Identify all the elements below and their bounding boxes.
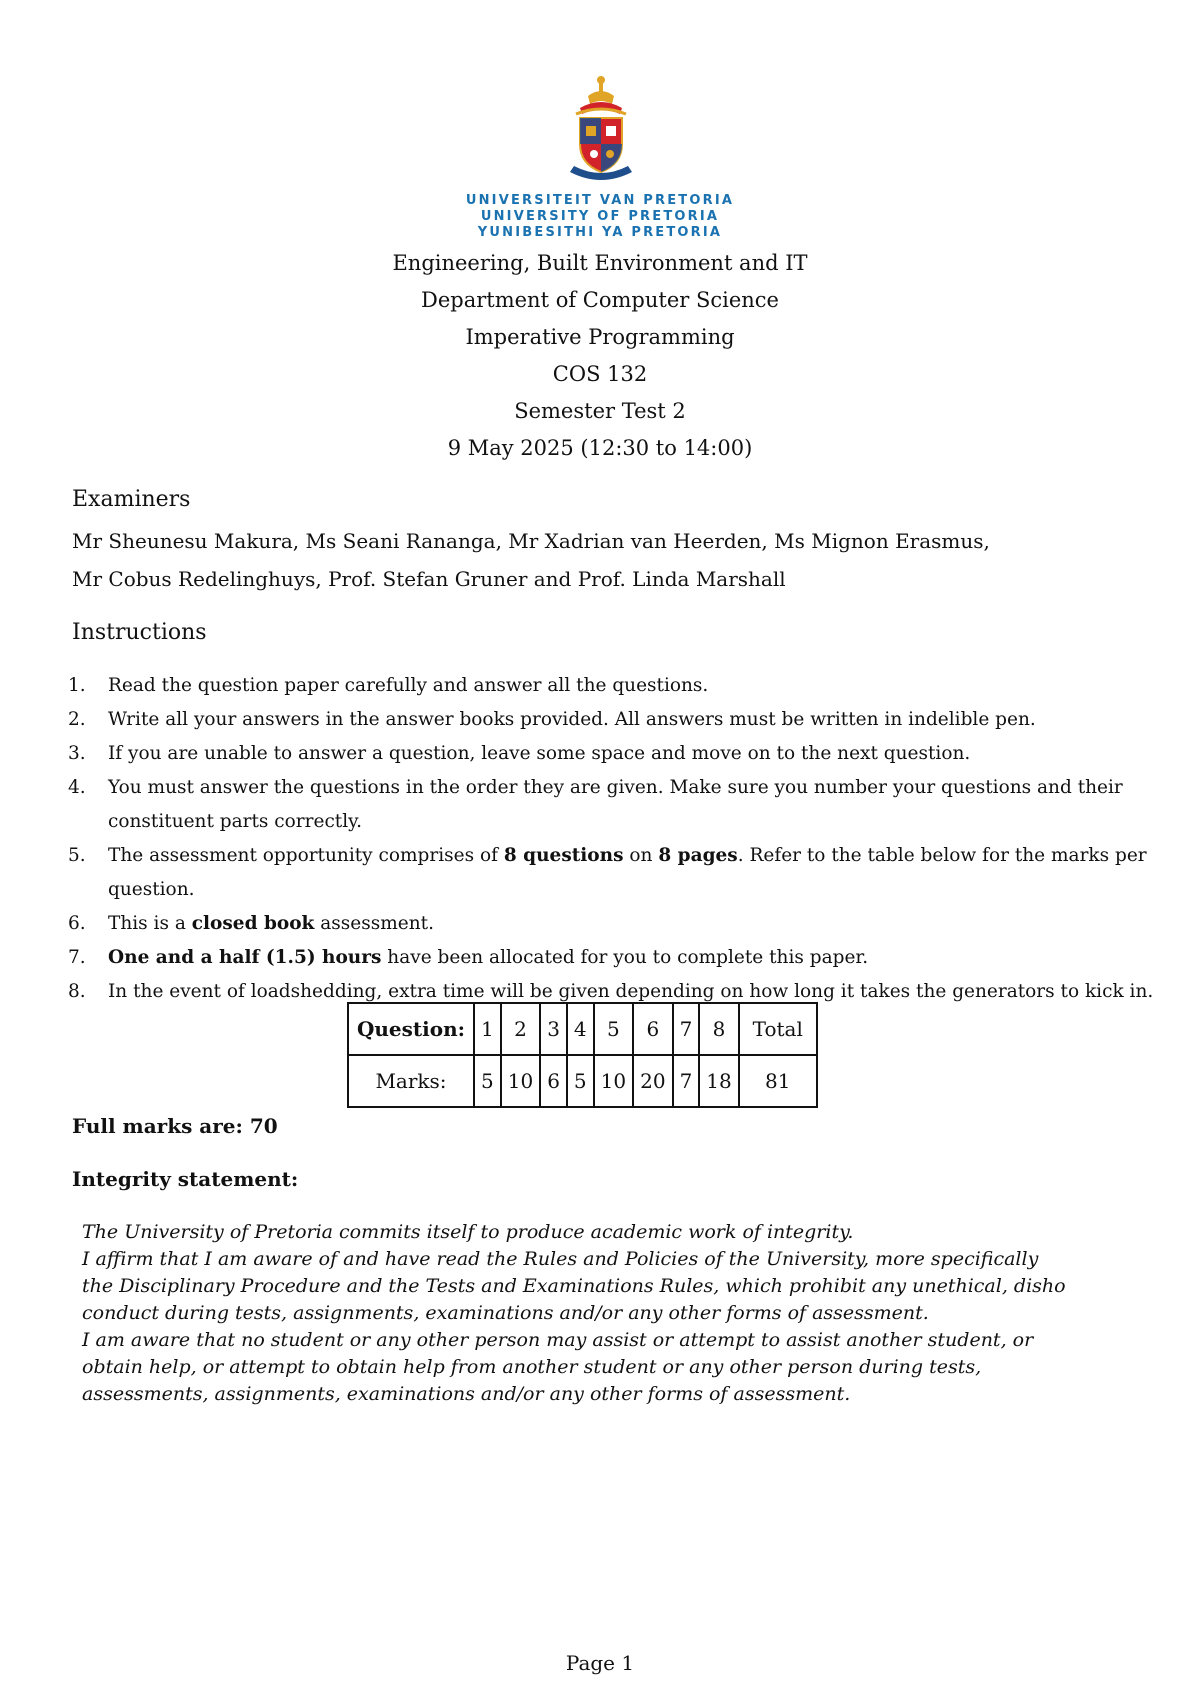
instruction-item	[68, 941, 1148, 975]
university-name-english: UNIVERSITY OF PRETORIA	[480, 209, 720, 224]
instructions-heading: Instructions	[72, 620, 207, 645]
instruction-number: 4.	[68, 777, 86, 798]
instruction-text-part: . Refer to the table below for the marks per	[737, 845, 1147, 866]
instruction-text: In the event of loadshedding, extra time will be given depending on how long it takes the generators to kick in.	[108, 981, 1154, 1002]
integrity-line: I am aware that no student or any other person may assist or attempt to assist another student, or	[82, 1329, 1034, 1351]
instruction-number: 6.	[68, 913, 86, 934]
instruction-text-part: assessment.	[314, 913, 434, 934]
question-number-cell: 5	[594, 1003, 633, 1055]
instruction-text	[108, 913, 434, 934]
integrity-line: conduct during tests, assignments, examinations and/or any other forms of assessment.	[82, 1302, 929, 1324]
total-label-cell: Total	[739, 1003, 817, 1055]
marks-value-cell: 10	[594, 1055, 633, 1107]
instruction-item	[68, 771, 1148, 839]
university-wordmark	[400, 193, 800, 241]
integrity-heading: Integrity statement:	[72, 1167, 299, 1191]
marks-value-cell: 20	[633, 1055, 672, 1107]
marks-label-cell: Marks:	[348, 1055, 474, 1107]
question-number-cell: 2	[501, 1003, 540, 1055]
integrity-statement	[82, 1219, 1162, 1408]
module-code: COS 132	[552, 362, 648, 386]
university-name-sepedi: YUNIBESITHI YA PRETORIA	[477, 225, 723, 240]
instruction-text-line-1	[108, 839, 1148, 873]
instruction-number: 8.	[68, 981, 86, 1002]
university-crest-icon	[566, 74, 636, 186]
instruction-item	[68, 669, 1148, 703]
page-count: 8 pages	[658, 845, 738, 866]
assessment-name: Semester Test 2	[514, 399, 686, 423]
marks-value-cell: 10	[501, 1055, 540, 1107]
examiners-list	[72, 522, 1152, 598]
instruction-text: If you are unable to answer a question, leave some space and move on to the next question.	[108, 743, 971, 764]
marks-value-cell: 18	[699, 1055, 738, 1107]
instruction-item	[68, 703, 1148, 737]
instruction-text-part: The assessment opportunity comprises of	[108, 845, 504, 866]
integrity-line: the Disciplinary Procedure and the Tests and Examinations Rules, which prohibit any unethical, disho	[82, 1275, 1066, 1297]
full-marks: Full marks are: 70	[72, 1114, 278, 1138]
instruction-number: 5.	[68, 845, 86, 866]
marks-value-cell: 6	[540, 1055, 567, 1107]
instruction-item	[68, 907, 1148, 941]
question-number-cell: 8	[699, 1003, 738, 1055]
integrity-line: obtain help, or attempt to obtain help from another student or any other person during tests,	[82, 1356, 982, 1378]
instruction-item	[68, 839, 1148, 907]
instruction-text-part: have been allocated for you to complete this paper.	[381, 947, 869, 968]
instructions-list	[68, 669, 1154, 1009]
examiners-line-1: Mr Sheunesu Makura, Ms Seani Rananga, Mr Xadrian van Heerden, Ms Mignon Erasmus,	[72, 529, 990, 553]
instruction-text: Read the question paper carefully and answer all the questions.	[108, 675, 709, 696]
integrity-line: The University of Pretoria commits itself to produce academic work of integrity.	[82, 1221, 854, 1243]
marks-table-question-row	[348, 1003, 817, 1055]
exam-header	[200, 245, 1000, 467]
duration-label: One and a half (1.5) hours	[108, 947, 382, 968]
question-number-cell: 4	[567, 1003, 594, 1055]
total-value-cell: 81	[739, 1055, 817, 1107]
instruction-text-line-1: You must answer the questions in the order they are given. Make sure you number your questions and their	[108, 777, 1123, 798]
question-count: 8 questions	[503, 845, 624, 866]
question-number-cell: 7	[673, 1003, 700, 1055]
instruction-text: Write all your answers in the answer books provided. All answers must be written in indelible pen.	[108, 709, 1036, 730]
module-name: Imperative Programming	[465, 325, 735, 349]
instruction-number: 1.	[68, 675, 86, 696]
marks-value-cell: 7	[673, 1055, 700, 1107]
integrity-line: I affirm that I am aware of and have read the Rules and Policies of the University, more specifically	[82, 1248, 1039, 1270]
instruction-text	[108, 947, 868, 968]
page-number: Page 1	[565, 1651, 635, 1675]
department-name: Department of Computer Science	[421, 288, 779, 312]
instruction-number: 3.	[68, 743, 86, 764]
instruction-text-line-2: constituent parts correctly.	[108, 811, 363, 832]
question-number-cell: 1	[474, 1003, 501, 1055]
marks-table	[347, 1002, 818, 1108]
exam-date-time: 9 May 2025 (12:30 to 14:00)	[447, 436, 753, 460]
question-number-cell: 6	[633, 1003, 672, 1055]
university-name-afrikaans: UNIVERSITEIT VAN PRETORIA	[465, 193, 735, 208]
closed-book-label: closed book	[191, 913, 315, 934]
marks-table-marks-row	[348, 1055, 817, 1107]
instruction-text-line-2: question.	[108, 879, 195, 900]
instruction-text-part: on	[623, 845, 659, 866]
examiners-heading: Examiners	[72, 487, 191, 512]
instruction-item	[68, 737, 1148, 771]
faculty-name: Engineering, Built Environment and IT	[392, 251, 808, 275]
examiners-line-2: Mr Cobus Redelinghuys, Prof. Stefan Gruner and Prof. Linda Marshall	[72, 567, 786, 591]
instruction-number: 2.	[68, 709, 86, 730]
question-number-cell: 3	[540, 1003, 567, 1055]
marks-value-cell: 5	[474, 1055, 501, 1107]
integrity-line: assessments, assignments, examinations and/or any other forms of assessment.	[82, 1383, 851, 1405]
instruction-number: 7.	[68, 947, 86, 968]
marks-value-cell: 5	[567, 1055, 594, 1107]
instruction-text-part: This is a	[108, 913, 192, 934]
question-label-cell: Question:	[348, 1003, 474, 1055]
